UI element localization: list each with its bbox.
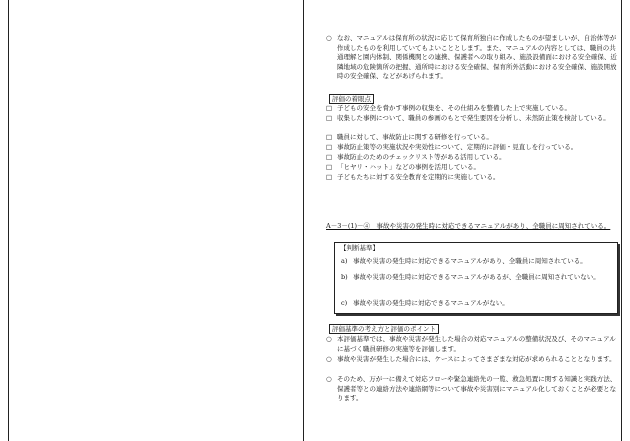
evaluation-point-item	[326, 143, 618, 153]
standards-explanation-heading: 評価基準の考え方と評価のポイント	[329, 324, 439, 334]
bullet-circle: ○	[326, 335, 332, 343]
standards-item	[326, 375, 618, 404]
criteria-mark: b)	[341, 273, 348, 281]
checkbox-mark: □	[326, 153, 333, 161]
criteria-box	[334, 242, 618, 314]
standards-text: 事故や災害が発生した場合には、ケースによってさまざまな対応が求められることとなります。	[337, 355, 616, 363]
checkbox-mark: □	[326, 143, 333, 151]
intro-paragraph	[326, 34, 618, 82]
criteria-mark: c)	[341, 299, 348, 307]
evaluation-point-item	[326, 153, 618, 163]
column-divider-line	[303, 0, 304, 441]
evaluation-point-text: 収集した事例について、職員の参画のもとで発生要因を分析し、未然防止策を検討している。	[337, 114, 610, 122]
evaluation-points-heading: 評価の着眼点	[329, 94, 374, 104]
standards-item	[326, 355, 618, 365]
criteria-text: 事故や災害の発生時に対応できるマニュアルがあるが、全職員に周知されていない。	[353, 273, 600, 281]
standards-item	[326, 335, 618, 354]
evaluation-point-text: 子どもの安全を脅かす事例の収集を、その仕組みを整備した上で実施している。	[337, 104, 571, 112]
criteria-heading: 【判断基準】	[340, 244, 379, 252]
section-title: A－3－(1)－④ 事故や災害の発生時に対応できるマニュアルがあり、全職員に周知されている。	[326, 222, 611, 230]
intro-text: なお、マニュアルは保育所の状況に応じて保育所独自に作成したものが望ましいが、自治体等が作成したものを利用していてもよいこととします。また、マニュアルの内容としては、職員の共通理解と園内体制、関係機関との連携、保護者への取り組み、施設設備面における安全確保、近隣地域の危険箇所の把握、通所時における安全確保、保育所外活動における安全確保、施設開放時の安全確保、などがあげられます。	[337, 34, 617, 81]
criteria-item	[341, 273, 611, 283]
bullet-circle: ○	[326, 34, 332, 42]
standards-text: 本評価基準では、事故や災害が発生した場合の対応マニュアルの整備状況及び、そのマニュアルに基づく職員研修の実施等を評価します。	[337, 335, 616, 353]
evaluation-point-item	[326, 133, 618, 143]
evaluation-point-item	[326, 114, 618, 124]
evaluation-point-text: 子どもたちに対する安全教育を定期的に実施している。	[337, 173, 500, 181]
criteria-item	[341, 299, 611, 309]
standards-text: そのため、万が一に備えて対応フローや緊急連絡先の一覧、救急処置に関する知識と実践方法、保護者等との連絡方法や連絡網等について事故や災害別にマニュアル化しておくことが必要となります。	[337, 375, 617, 403]
right-column	[326, 0, 618, 441]
evaluation-point-item	[326, 104, 618, 114]
evaluation-point-item	[326, 173, 618, 183]
evaluation-point-text: 事故防止のためのチェックリスト等がある活用している。	[337, 153, 506, 161]
criteria-mark: a)	[341, 257, 348, 265]
evaluation-point-item	[326, 163, 618, 173]
checkbox-mark: □	[326, 133, 333, 141]
checkbox-mark: □	[326, 163, 333, 171]
criteria-item	[341, 257, 611, 267]
left-margin-line	[8, 0, 9, 441]
checkbox-mark: □	[326, 114, 333, 122]
checkbox-mark: □	[326, 104, 333, 112]
bullet-circle: ○	[326, 375, 332, 383]
checkbox-mark: □	[326, 173, 333, 181]
bullet-circle: ○	[326, 355, 332, 363]
evaluation-point-text: 職員に対して、事故防止に関する研修を行っている。	[337, 133, 493, 141]
criteria-text: 事故や災害の発生時に対応できるマニュアルがない。	[353, 299, 509, 307]
right-margin-line	[621, 0, 622, 441]
evaluation-point-text: 「ヒヤリ・ハット」などの事例を活用している。	[337, 163, 480, 171]
evaluation-point-text: 事故防止策等の実施状況や実効性について、定期的に評価・見直しを行っている。	[337, 143, 578, 151]
criteria-text: 事故や災害の発生時に対応できるマニュアルがあり、全職員に周知されている。	[353, 257, 587, 265]
